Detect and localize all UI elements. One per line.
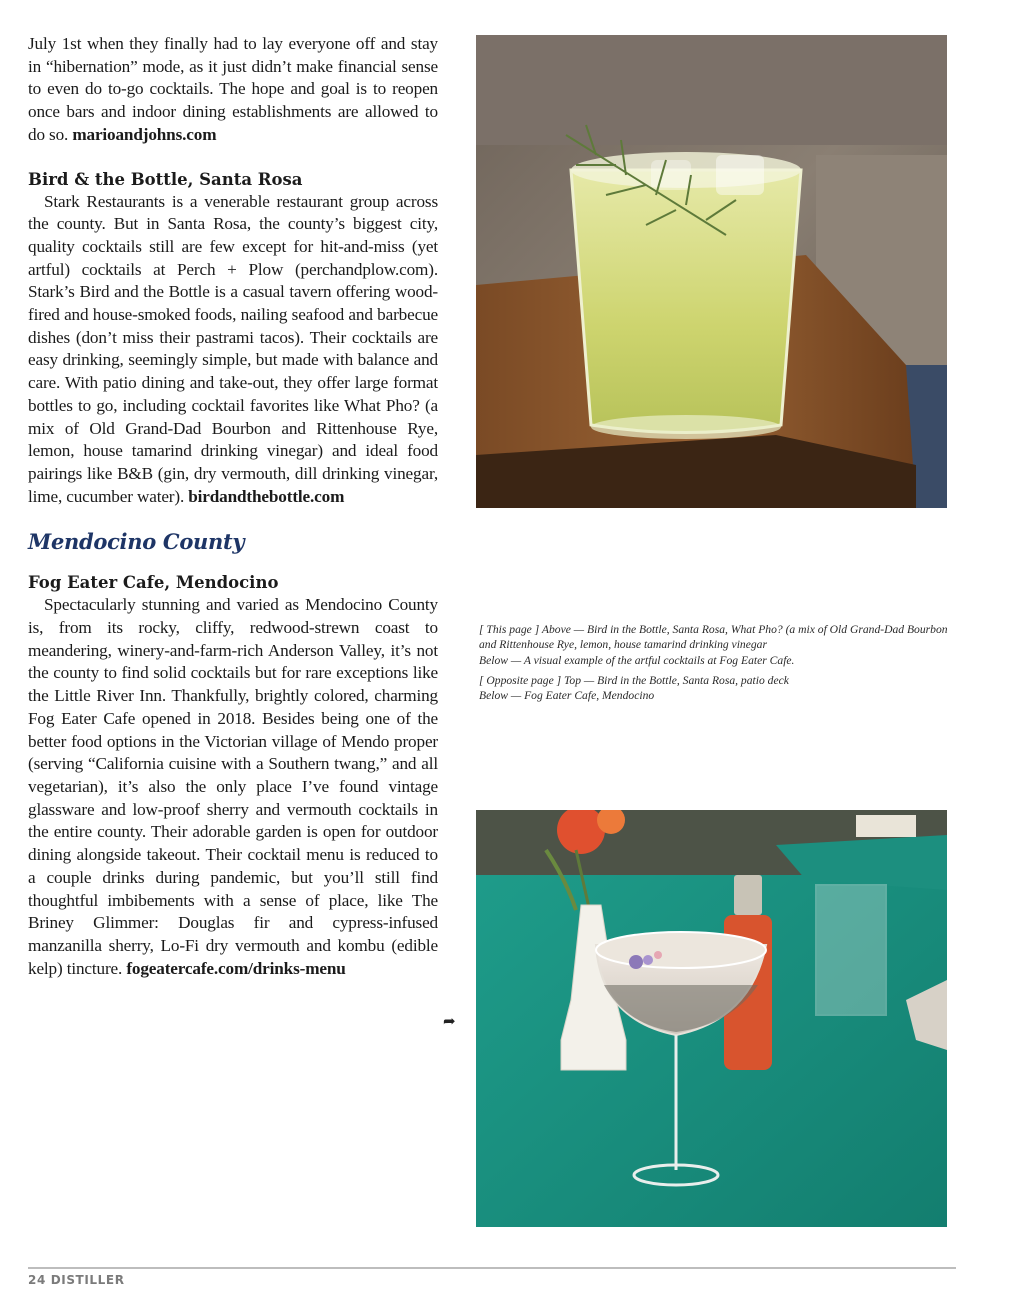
photo-coupe-cocktail bbox=[476, 810, 947, 1227]
article-column bbox=[28, 33, 438, 980]
caption-opposite-top: [ Opposite page ] Top — Bird in the Bottle, Santa Rosa, patio deck bbox=[479, 673, 789, 687]
continue-arrow-icon: ➦ bbox=[443, 1012, 456, 1030]
page-number: 24 bbox=[28, 1273, 46, 1287]
footer-rule bbox=[28, 1267, 956, 1269]
marioandjohns-link[interactable]: marioandjohns.com bbox=[72, 124, 217, 144]
caption-opposite-below: Below — Fog Eater Cafe, Mendocino bbox=[479, 689, 655, 703]
photo-captions bbox=[479, 622, 949, 708]
caption-opposite-page bbox=[479, 673, 949, 704]
bird-bottle-heading: Bird & the Bottle, Santa Rosa bbox=[28, 169, 303, 189]
birdandthebottle-link[interactable]: birdandthebottle.com bbox=[188, 486, 345, 506]
fog-eater-text: Spectacularly stunning and varied as Mendocino County is, from its rocky, cliffy, redwood-strewn coast to meandering, winery-and-farm-rich Anderson Valley, it’s not the county to find solid cocktails but for rare exceptions like the Little River Inn. Thankfully, brightly colored, charming Fog Eater Cafe opened in 2018. Besides being one of the better food options in the Victorian village of Mendo proper (serving “California cuisine with a Southern twang,” and all vegetarian), it’s also the only place I’ve found vintage glassware and low-proof sherry and vermouth cocktails in the entire county. Their adorable garden is open for outdoor dining alongside takeout. Their cocktail menu is reduced to a couple drinks during pandemic, but you’ll still find thoughtful imbibements with a sense of place, like The Briney Glimmer: Douglas fir and cypress-infused manzanilla sherry, Lo-Fi dry vermouth and kombu (edible kelp) tincture. bbox=[28, 595, 438, 978]
fog-eater-paragraph bbox=[28, 594, 438, 980]
intro-paragraph bbox=[28, 33, 438, 147]
fog-eater-heading: Fog Eater Cafe, Mendocino bbox=[28, 573, 279, 593]
caption-this-page-above: [ This page ] Above — Bird in the Bottle, Santa Rosa, What Pho? (a mix of Old Grand-Dad Bourbon and Rittenhouse Rye, lemon, house tamarind drinking vinegar bbox=[479, 623, 948, 652]
bird-bottle-text: Stark Restaurants is a venerable restaurant group across the county. But in Santa Rosa, the county’s biggest city, quality cocktails still are few except for hit-and-miss (yet artful) cocktails at Perch + Plow (perchandplow.com). Stark’s Bird and the Bottle is a casual tavern offering wood-fired and house-smoked foods, nailing seafood and barbecue dishes (don’t miss their pastrami tacos). Their cocktails are easy drinking, seemingly simple, but made with balance and care. With patio dining and take-out, they offer large format bottles to go, including cocktail favorites like What Pho? (a mix of Old Grand-Dad Bourbon and Rittenhouse Rye, lemon, house tamarind drinking vinegar) and ideal food pairings like B&B (gin, dry vermouth, dill drinking vinegar, lime, cucumber water). bbox=[28, 191, 438, 506]
region-heading-mendocino: Mendocino County bbox=[28, 529, 245, 555]
intro-text: July 1st when they finally had to lay everyone off and stay in “hibernation” mode, as it just didn’t make financial sense to even do to-go cocktails. The hope and goal is to reopen once bars and indoor dining establishments are allowed to do so. bbox=[28, 34, 438, 144]
bird-bottle-paragraph bbox=[28, 191, 438, 509]
fogeatercafe-link[interactable]: fogeatercafe.com/drinks-menu bbox=[126, 958, 346, 978]
page-footer bbox=[28, 1273, 125, 1287]
caption-this-page-below: Below — A visual example of the artful cocktails at Fog Eater Cafe. bbox=[479, 653, 795, 667]
publication-name: DISTILLER bbox=[50, 1273, 125, 1287]
photo-green-cocktail bbox=[476, 35, 947, 508]
caption-this-page bbox=[479, 622, 949, 668]
